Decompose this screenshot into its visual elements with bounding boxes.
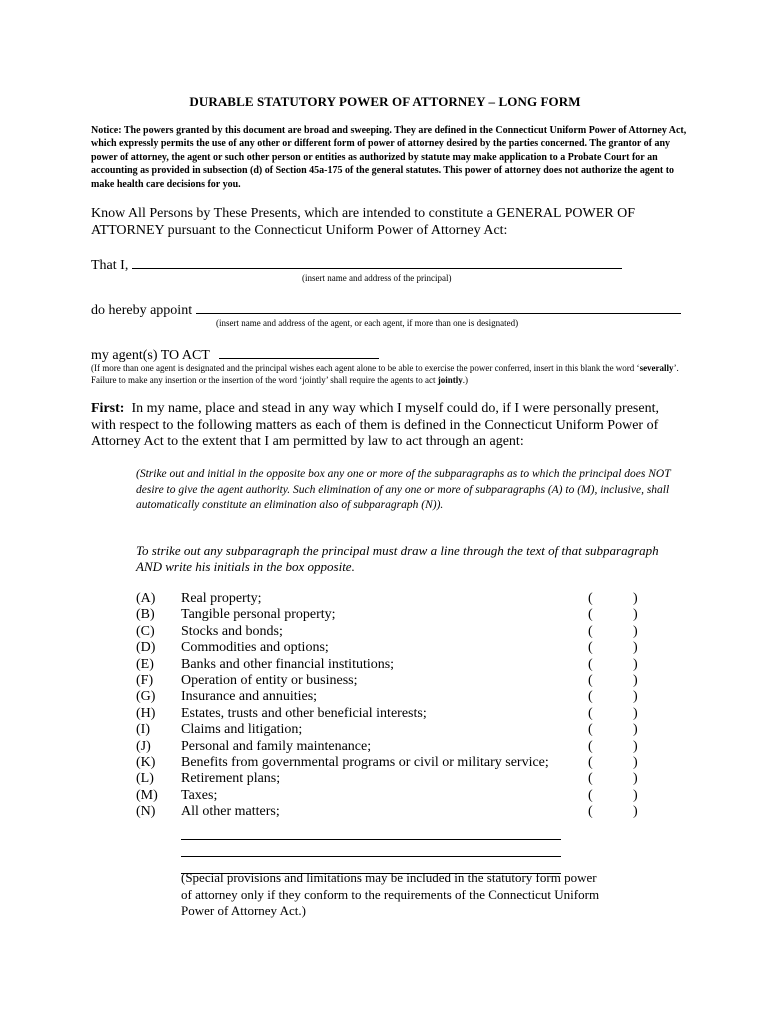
subparagraph-row	[136, 591, 656, 607]
initial-box-close[interactable]: )	[633, 672, 638, 688]
agents-note-text: (If more than one agent is designated and the principal wishes each agent alone to be able to exercise the power conferred, insert in this blank the word ‘	[91, 363, 640, 373]
subparagraph-letter: (I)	[136, 722, 150, 738]
strike-instruction: (Strike out and initial in the opposite box any one or more of the subparagraphs as to which the principal does NOT desire to give the agent authority. Such elimination of any one or more of subparagraphs (A) to (M), inclusive, shall automatically constitute an elimination also of subparagraph (N)).	[136, 468, 671, 511]
agents-act-label: my agent(s) TO ACT	[91, 348, 210, 363]
appoint-caption: (insert name and address of the agent, or each agent, if more than one is designated)	[216, 318, 519, 328]
subparagraph-row	[136, 657, 656, 673]
notice-paragraph: Notice: The powers granted by this document are broad and sweeping. They are defined in the Connecticut Uniform Power of Attorney Act, which expressly permits the use of any other or different form of power of attorney desired by the parties concerned. The grantor of any power of attorney, the agent or such other person or entities as authorized by statute may make application to a Probate Court for an accounting as provided in subsection (d) of Section 45a-175 of the general statutes. This power of attorney does not authorize the agent to make health care decisions for you.	[91, 125, 687, 190]
initial-box-open[interactable]: (	[588, 591, 593, 606]
subparagraph-row	[136, 673, 656, 689]
subparagraph-text[interactable]: Estates, trusts and other beneficial interests;	[181, 705, 427, 721]
subparagraph-letter: (F)	[136, 672, 154, 688]
initial-box-close[interactable]: )	[633, 722, 638, 738]
subparagraph-text[interactable]: Banks and other financial institutions;	[181, 656, 395, 672]
principal-caption: (insert name and address of the principal)	[302, 273, 452, 283]
jointly-word: jointly	[437, 375, 463, 385]
initial-box-close[interactable]: )	[633, 804, 638, 820]
initial-box-close[interactable]: )	[633, 623, 638, 639]
subparagraph-text[interactable]: Commodities and options;	[181, 640, 329, 656]
appoint-line	[91, 300, 681, 319]
subparagraph-row	[136, 689, 656, 705]
initial-box-close[interactable]: )	[633, 787, 638, 803]
agent-name-field[interactable]	[196, 300, 681, 314]
initial-box-close[interactable]: )	[633, 689, 638, 705]
initial-box-open[interactable]: (	[588, 787, 593, 803]
first-lead: First:	[91, 401, 125, 416]
subparagraph-letter: (C)	[136, 623, 155, 639]
subparagraph-row	[136, 771, 656, 787]
principal-name-field[interactable]	[132, 255, 622, 269]
agents-act-note	[91, 362, 691, 386]
first-text: In my name, place and stead in any way which I myself could do, if I were personally present, with respect to the following matters as each of them is defined in the Connecticut Uniform Power of Attorney Act to the extent that I am permitted by law to act through an agent:	[91, 401, 659, 449]
subparagraph-row	[136, 607, 656, 623]
subparagraph-text[interactable]: Claims and litigation;	[181, 722, 303, 738]
subparagraph-letter: (D)	[136, 640, 156, 656]
subparagraph-letter: (A)	[136, 591, 156, 606]
subparagraph-row	[136, 755, 656, 771]
subparagraph-letter: (N)	[136, 804, 156, 820]
severally-word: severally	[639, 363, 674, 373]
agents-note-end: .)	[462, 375, 469, 385]
subparagraph-row	[136, 706, 656, 722]
initial-box-open[interactable]: (	[588, 705, 593, 721]
special-provision-line[interactable]	[181, 840, 561, 857]
initial-box-open[interactable]: (	[588, 607, 593, 623]
initial-box-open[interactable]: (	[588, 771, 593, 787]
initial-box-close[interactable]: )	[633, 656, 638, 672]
subparagraph-row	[136, 640, 656, 656]
subparagraph-row	[136, 739, 656, 755]
subparagraph-row	[136, 788, 656, 804]
subparagraph-text[interactable]: Personal and family maintenance;	[181, 738, 372, 754]
subparagraph-text[interactable]: Operation of entity or business;	[181, 672, 358, 688]
subparagraph-letter: (K)	[136, 754, 156, 770]
initial-box-close[interactable]: )	[633, 607, 638, 623]
initial-box-open[interactable]: (	[588, 722, 593, 738]
subparagraph-text[interactable]: Retirement plans;	[181, 771, 281, 787]
subparagraph-letter: (M)	[136, 787, 158, 803]
initial-box-close[interactable]: )	[633, 591, 638, 606]
subparagraph-letter: (G)	[136, 689, 156, 705]
initial-box-open[interactable]: (	[588, 738, 593, 754]
subparagraph-letter: (E)	[136, 656, 154, 672]
agents-act-field[interactable]	[219, 345, 379, 359]
principal-label: That I,	[91, 258, 129, 273]
subparagraph-text[interactable]: Benefits from governmental programs or civil or military service;	[181, 754, 549, 770]
subparagraph-text[interactable]: Taxes;	[181, 787, 218, 803]
initial-box-open[interactable]: (	[588, 623, 593, 639]
special-provisions-note: (Special provisions and limitations may be included in the statutory form power of attorney only if they conform to the requirements of the Connecticut Uniform Power of Attorney Act.)	[181, 870, 600, 918]
document-title: DURABLE STATUTORY POWER OF ATTORNEY – LONG FORM	[189, 94, 581, 109]
initial-box-close[interactable]: )	[633, 640, 638, 656]
subparagraph-row	[136, 804, 656, 820]
subparagraph-text[interactable]: Tangible personal property;	[181, 607, 336, 623]
initial-box-open[interactable]: (	[588, 754, 593, 770]
subparagraph-text[interactable]: Insurance and annuities;	[181, 689, 318, 705]
subparagraph-letter: (B)	[136, 607, 155, 623]
subparagraph-letter: (L)	[136, 771, 154, 787]
subparagraph-letter: (H)	[136, 705, 156, 721]
initial-box-close[interactable]: )	[633, 705, 638, 721]
initial-box-close[interactable]: )	[633, 771, 638, 787]
initial-box-close[interactable]: )	[633, 738, 638, 754]
initial-box-open[interactable]: (	[588, 689, 593, 705]
subparagraph-letter: (J)	[136, 738, 151, 754]
initial-box-open[interactable]: (	[588, 640, 593, 656]
initial-box-open[interactable]: (	[588, 656, 593, 672]
special-provision-line[interactable]	[181, 823, 561, 840]
subparagraph-row	[136, 624, 656, 640]
agents-note-text-2: ’. Failure to make any insertion or the insertion of the word ‘jointly’ shall require the agents to act	[91, 363, 679, 385]
know-all-paragraph: Know All Persons by These Presents, which are intended to constitute a GENERAL POWER OF ATTORNEY pursuant to the Connecticut Uniform Power of Attorney Act:	[91, 206, 635, 238]
subparagraph-text[interactable]: All other matters;	[181, 804, 280, 820]
appoint-label: do hereby appoint	[91, 303, 193, 318]
principal-line	[91, 255, 622, 274]
subparagraph-list	[136, 591, 656, 820]
special-provisions-blanks	[181, 823, 561, 874]
subparagraph-text[interactable]: Real property;	[181, 591, 262, 606]
subparagraph-row	[136, 722, 656, 738]
initial-box-close[interactable]: )	[633, 754, 638, 770]
first-paragraph	[91, 401, 671, 451]
subparagraph-text[interactable]: Stocks and bonds;	[181, 623, 283, 639]
strike-line-instruction: To strike out any subparagraph the principal must draw a line through the text of that subparagraph AND write his initials in the box opposite.	[136, 543, 659, 574]
initial-box-open[interactable]: (	[588, 672, 593, 688]
initial-box-open[interactable]: (	[588, 804, 593, 820]
